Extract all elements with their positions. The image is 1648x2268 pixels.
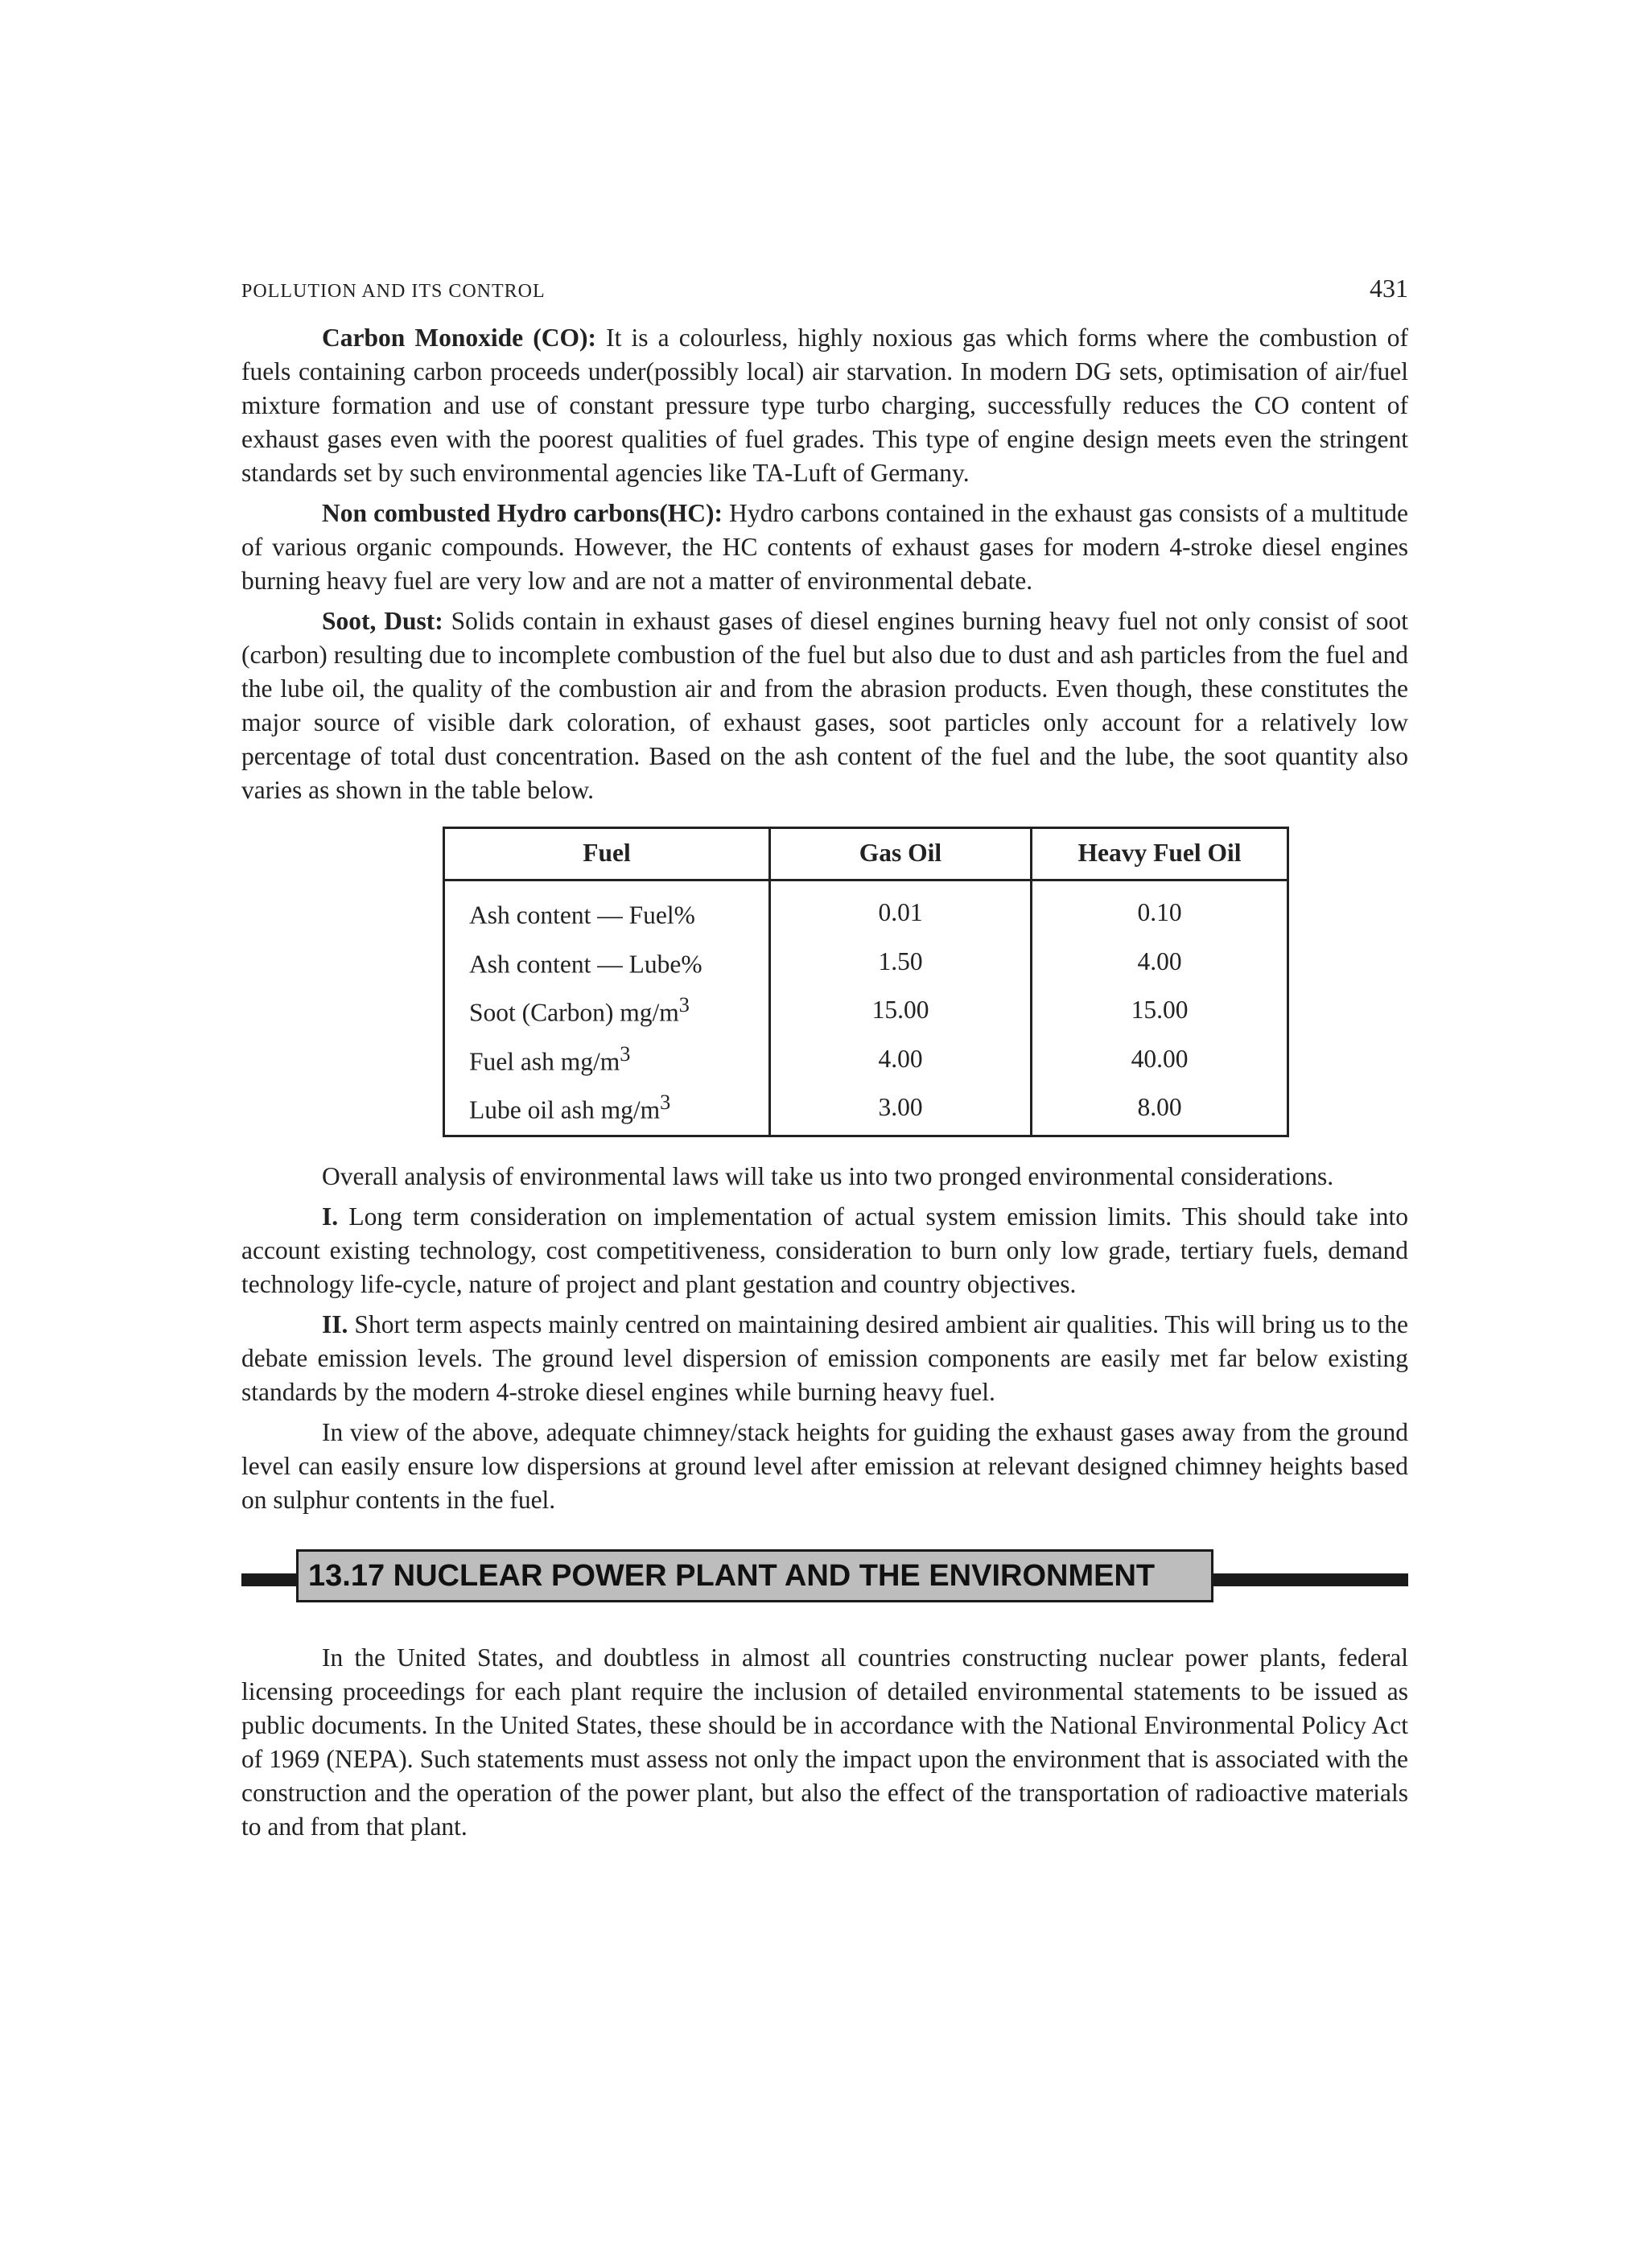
table-row [444, 938, 1288, 987]
row-label [444, 1083, 770, 1136]
paragraph-text: Long term consideration on implementation of actual system emission limits. This should take into account existing technology, cost competitiveness, consideration to burn only low grade, tertiary fuels, demand technology life-cycle, nature of project and plant gestation and country objectives. [241, 1202, 1408, 1298]
row-label [444, 986, 770, 1035]
table-header-row [444, 828, 1288, 880]
paragraph-lead: Carbon Monoxide (CO): [322, 324, 597, 352]
row-label [444, 938, 770, 987]
paragraph-text: It is a colourless, highly noxious gas which forms where the combustion of fuels containing carbon proceeds under(possibly local) air starvation. In modern DG sets, optimisation of air/fuel mixture formation and use of constant pressure type turbo charging, successfully reduces the CO content of exhaust gases even with the poorest qualities of fuel grades. This type of engine design meets even the stringent standards set by such environmental agencies like TA-Luft of Germany. [241, 324, 1408, 487]
paragraph-overall-analysis: Overall analysis of environmental laws will take us into two pronged environmental considerations. [322, 1161, 1334, 1190]
section-heading-bar [241, 1549, 1408, 1607]
paragraph-carbon-monoxide [241, 321, 1408, 490]
table-row [444, 1083, 1288, 1136]
paragraph-nuclear: In the United States, and doubtless in almost all countries constructing nuclear power plants, federal licensing proceedings for each plant require the inclusion of detailed environmental statements to be issued as public documents. In the United States, these should be in accordance with the National Environmental Policy Act of 1969 (NEPA). Such statements must assess not only the impact upon the environment that is associated with the construction and the operation of the power plant, but also the effect of the transportation of radioactive materials to and from that plant. [241, 1643, 1408, 1841]
cell-gas-oil: 3.00 [770, 1083, 1032, 1136]
paragraph-text: Short term aspects mainly centred on maintaining desired ambient air qualities. This will bring us to the debate emission levels. The ground level dispersion of emission components are easily met far below existing standards by the modern 4-stroke diesel engines while burning heavy fuel. [241, 1309, 1408, 1406]
paragraph-lead: II. [322, 1309, 348, 1338]
cell-gas-oil: 4.00 [770, 1035, 1032, 1084]
cell-heavy-fuel-oil: 0.10 [1137, 898, 1182, 927]
paragraph-text: Hydro carbons contained in the exhaust gas consists of a multitude of various organic compounds. However, the HC contents of exhaust gases for modern 4-stroke diesel engines burning heavy fuel are very low and are not a matter of environmental debate. [241, 499, 1408, 595]
cell-heavy-fuel-oil: 40.00 [1131, 1044, 1189, 1073]
paragraph-text: Solids contain in exhaust gases of diesel engines burning heavy fuel not only consist of soot (carbon) resulting due to incomplete combustion of the fuel but also due to dust and ash particles from the fuel and the lube oil, the quality of the combustion air and from the abrasion products. Even though, these constitutes the major source of visible dark coloration, of exhaust gases, soot particles only account for a relatively low percentage of total dust concentration. Based on the ash content of the fuel and the lube, the soot quantity also varies as shown in the table below. [241, 607, 1408, 804]
cell-heavy-fuel-oil: 4.00 [1137, 946, 1182, 975]
section-heading: 13.17 NUCLEAR POWER PLANT AND THE ENVIRONMENT [296, 1549, 1213, 1602]
row-label [444, 880, 770, 938]
paragraph-lead: I. [322, 1202, 339, 1231]
cell-gas-oil: 1.50 [770, 938, 1032, 987]
paragraph-soot-dust [241, 604, 1408, 807]
paragraph-point-one [241, 1200, 1408, 1301]
paragraph-lead: Soot, Dust: [322, 607, 443, 635]
cell-heavy-fuel-oil: 8.00 [1137, 1093, 1182, 1122]
cell-gas-oil: 0.01 [770, 880, 1032, 938]
cell-heavy-fuel-oil: 15.00 [1131, 996, 1189, 1025]
column-header-gas-oil: Gas Oil [770, 828, 1032, 880]
paragraph-lead: Non combusted Hydro carbons(HC): [322, 499, 723, 527]
row-label-text: Ash content — Lube% [469, 950, 702, 978]
cell-gas-oil: 15.00 [770, 986, 1032, 1035]
paragraph-hydro-carbons [241, 497, 1408, 598]
column-header-heavy-fuel-oil: Heavy Fuel Oil [1032, 828, 1288, 880]
page-number: 431 [1370, 274, 1408, 303]
superscript: 3 [660, 1091, 671, 1114]
row-label-text: Ash content — Fuel% [469, 901, 695, 930]
running-title: POLLUTION AND ITS CONTROL [241, 281, 546, 302]
superscript: 3 [620, 1041, 631, 1066]
paragraph-point-two [241, 1308, 1408, 1409]
running-head [241, 274, 1408, 303]
table-row [444, 986, 1288, 1035]
column-header-fuel: Fuel [444, 828, 770, 880]
row-label [444, 1035, 770, 1084]
row-label-text: Lube oil ash mg/m [469, 1095, 661, 1124]
table-row [444, 1035, 1288, 1084]
row-label-text: Soot (Carbon) mg/m [469, 998, 679, 1027]
paragraph-in-view: In view of the above, adequate chimney/stack heights for guiding the exhaust gases away from the ground level can easily ensure low dispersions at ground level after emission at relevant designed chimney heights based on sulphur contents in the fuel. [241, 1417, 1408, 1514]
soot-table [443, 827, 1289, 1137]
superscript: 3 [678, 993, 690, 1016]
row-label-text: Fuel ash mg/m [469, 1047, 620, 1075]
book-page [241, 274, 1408, 1850]
table-row [444, 880, 1288, 938]
